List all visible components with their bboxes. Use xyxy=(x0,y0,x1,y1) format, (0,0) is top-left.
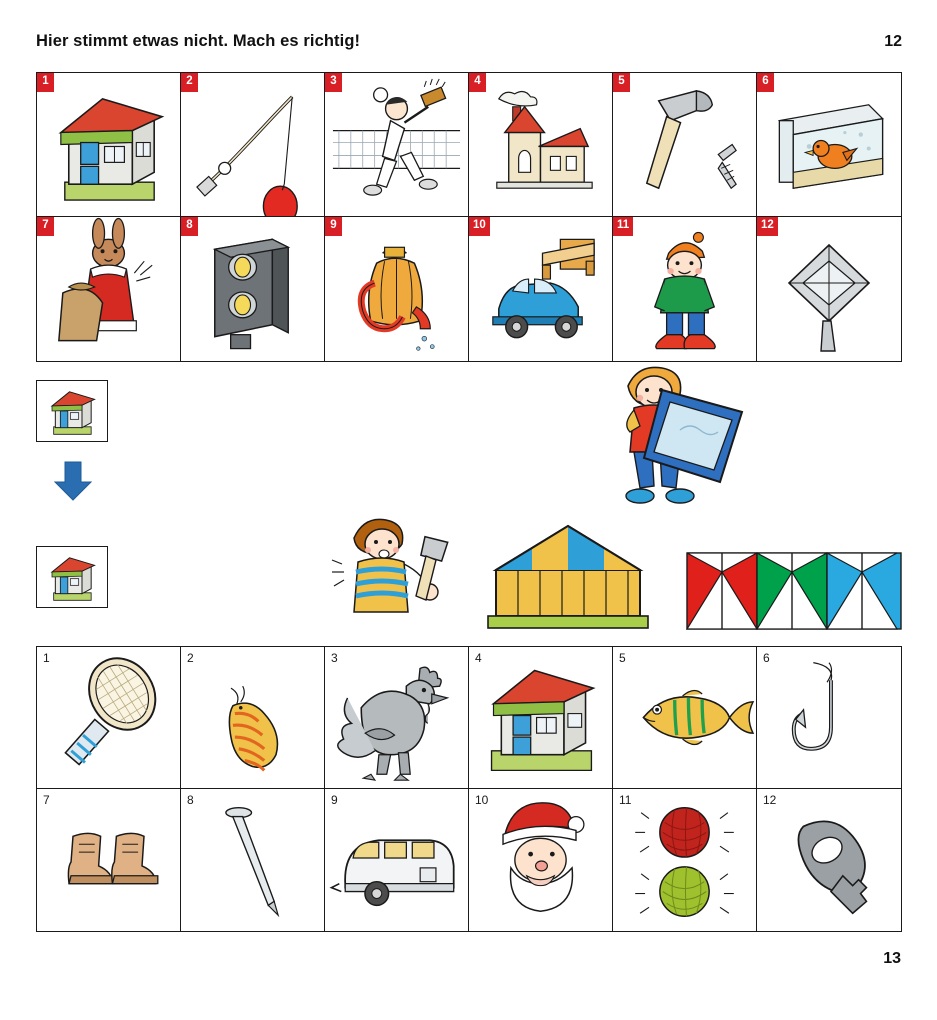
table-cell-7[interactable] xyxy=(37,217,181,361)
table-cell-10[interactable] xyxy=(469,789,613,931)
table-cell-5[interactable] xyxy=(613,73,757,217)
table-cell-8[interactable] xyxy=(181,789,325,931)
item-number: 1 xyxy=(43,651,50,665)
item-number: 3 xyxy=(331,651,338,665)
car-with-bed-on-roof-illustration xyxy=(469,217,612,361)
example-source-thumbnail[interactable] xyxy=(36,380,108,442)
page-number-bottom: 13 xyxy=(883,950,901,967)
item-number: 11 xyxy=(619,793,632,807)
page-header xyxy=(36,32,902,51)
table-cell-6[interactable] xyxy=(757,647,901,789)
caravan-trailer-illustration xyxy=(325,789,468,931)
item-number-badge: 4 xyxy=(469,73,486,92)
page-title: Hier stimmt etwas nicht. Mach es richtig! xyxy=(36,32,361,50)
table-cell-2[interactable] xyxy=(181,73,325,217)
item-number: 9 xyxy=(331,793,338,807)
colored-flag-strip-illustration xyxy=(686,552,902,630)
easter-bunny-in-santa-coat-illustration xyxy=(37,217,180,361)
item-number-badge: 5 xyxy=(613,73,630,92)
church-illustration xyxy=(469,73,612,216)
table-cell-12[interactable] xyxy=(757,789,901,931)
table-cell-12[interactable] xyxy=(757,217,901,361)
top-exercise-grid xyxy=(36,72,902,362)
santa-claus-head-illustration xyxy=(469,789,612,931)
item-number: 10 xyxy=(475,793,489,807)
watering-can-lantern-illustration xyxy=(325,217,468,361)
item-number: 12 xyxy=(763,793,777,807)
bottom-exercise-grid xyxy=(36,646,902,932)
item-number: 8 xyxy=(187,793,194,807)
item-number-badge: 8 xyxy=(181,217,198,236)
table-cell-10[interactable] xyxy=(469,217,613,361)
table-cell-3[interactable] xyxy=(325,647,469,789)
tennis-racket-illustration xyxy=(37,647,180,788)
table-cell-1[interactable] xyxy=(37,73,181,217)
item-number: 7 xyxy=(43,793,50,807)
kite-shaped-racket-illustration xyxy=(757,217,901,361)
table-cell-9[interactable] xyxy=(325,789,469,931)
table-cell-4[interactable] xyxy=(469,647,613,789)
house-illustration xyxy=(37,73,180,216)
hammer-and-screw-illustration xyxy=(613,73,756,216)
yellow-fish-illustration xyxy=(613,647,756,788)
item-number-badge: 9 xyxy=(325,217,342,236)
striped-tent-house-illustration xyxy=(478,520,658,642)
item-number-badge: 3 xyxy=(325,73,342,92)
grey-key-illustration xyxy=(757,789,901,931)
item-number: 5 xyxy=(619,651,626,665)
table-cell-8[interactable] xyxy=(181,217,325,361)
item-number-badge: 10 xyxy=(469,217,490,236)
fishing-rod-with-balloon-illustration xyxy=(181,73,324,216)
tennis-player-with-brush-illustration xyxy=(325,73,468,216)
house-illustration xyxy=(469,647,612,788)
item-number-badge: 12 xyxy=(757,217,778,236)
item-number-badge: 2 xyxy=(181,73,198,92)
item-number: 2 xyxy=(187,651,194,665)
table-cell-5[interactable] xyxy=(613,647,757,789)
item-number-badge: 7 xyxy=(37,217,54,236)
boy-carrying-slate-illustration xyxy=(600,356,750,516)
boy-with-hammer-illustration xyxy=(320,512,475,642)
item-number: 4 xyxy=(475,651,482,665)
grey-rooster-illustration xyxy=(325,647,468,788)
item-number-badge: 6 xyxy=(757,73,774,92)
child-with-flippers-illustration xyxy=(613,217,756,361)
page-number-top: 12 xyxy=(884,33,902,50)
pair-of-boots-illustration xyxy=(37,789,180,931)
traffic-light-with-eggs-illustration xyxy=(181,217,324,361)
two-balls-red-and-green-illustration xyxy=(613,789,756,931)
aquarium-with-bird-illustration xyxy=(757,73,901,216)
table-cell-2[interactable] xyxy=(181,647,325,789)
striped-caterpillar-illustration xyxy=(181,647,324,788)
item-number-badge: 1 xyxy=(37,73,54,92)
arrow-down-icon xyxy=(52,460,94,502)
item-number-badge: 11 xyxy=(613,217,633,236)
table-cell-1[interactable] xyxy=(37,647,181,789)
table-cell-11[interactable] xyxy=(613,217,757,361)
fish-hook-illustration xyxy=(757,647,901,788)
table-cell-3[interactable] xyxy=(325,73,469,217)
table-cell-9[interactable] xyxy=(325,217,469,361)
item-number: 6 xyxy=(763,651,770,665)
house-thumbnail-illustration xyxy=(37,547,107,607)
example-target-thumbnail[interactable] xyxy=(36,546,108,608)
table-cell-6[interactable] xyxy=(757,73,901,217)
table-cell-11[interactable] xyxy=(613,789,757,931)
table-cell-7[interactable] xyxy=(37,789,181,931)
table-cell-4[interactable] xyxy=(469,73,613,217)
house-thumbnail-illustration xyxy=(37,381,107,441)
nail-illustration xyxy=(181,789,324,931)
